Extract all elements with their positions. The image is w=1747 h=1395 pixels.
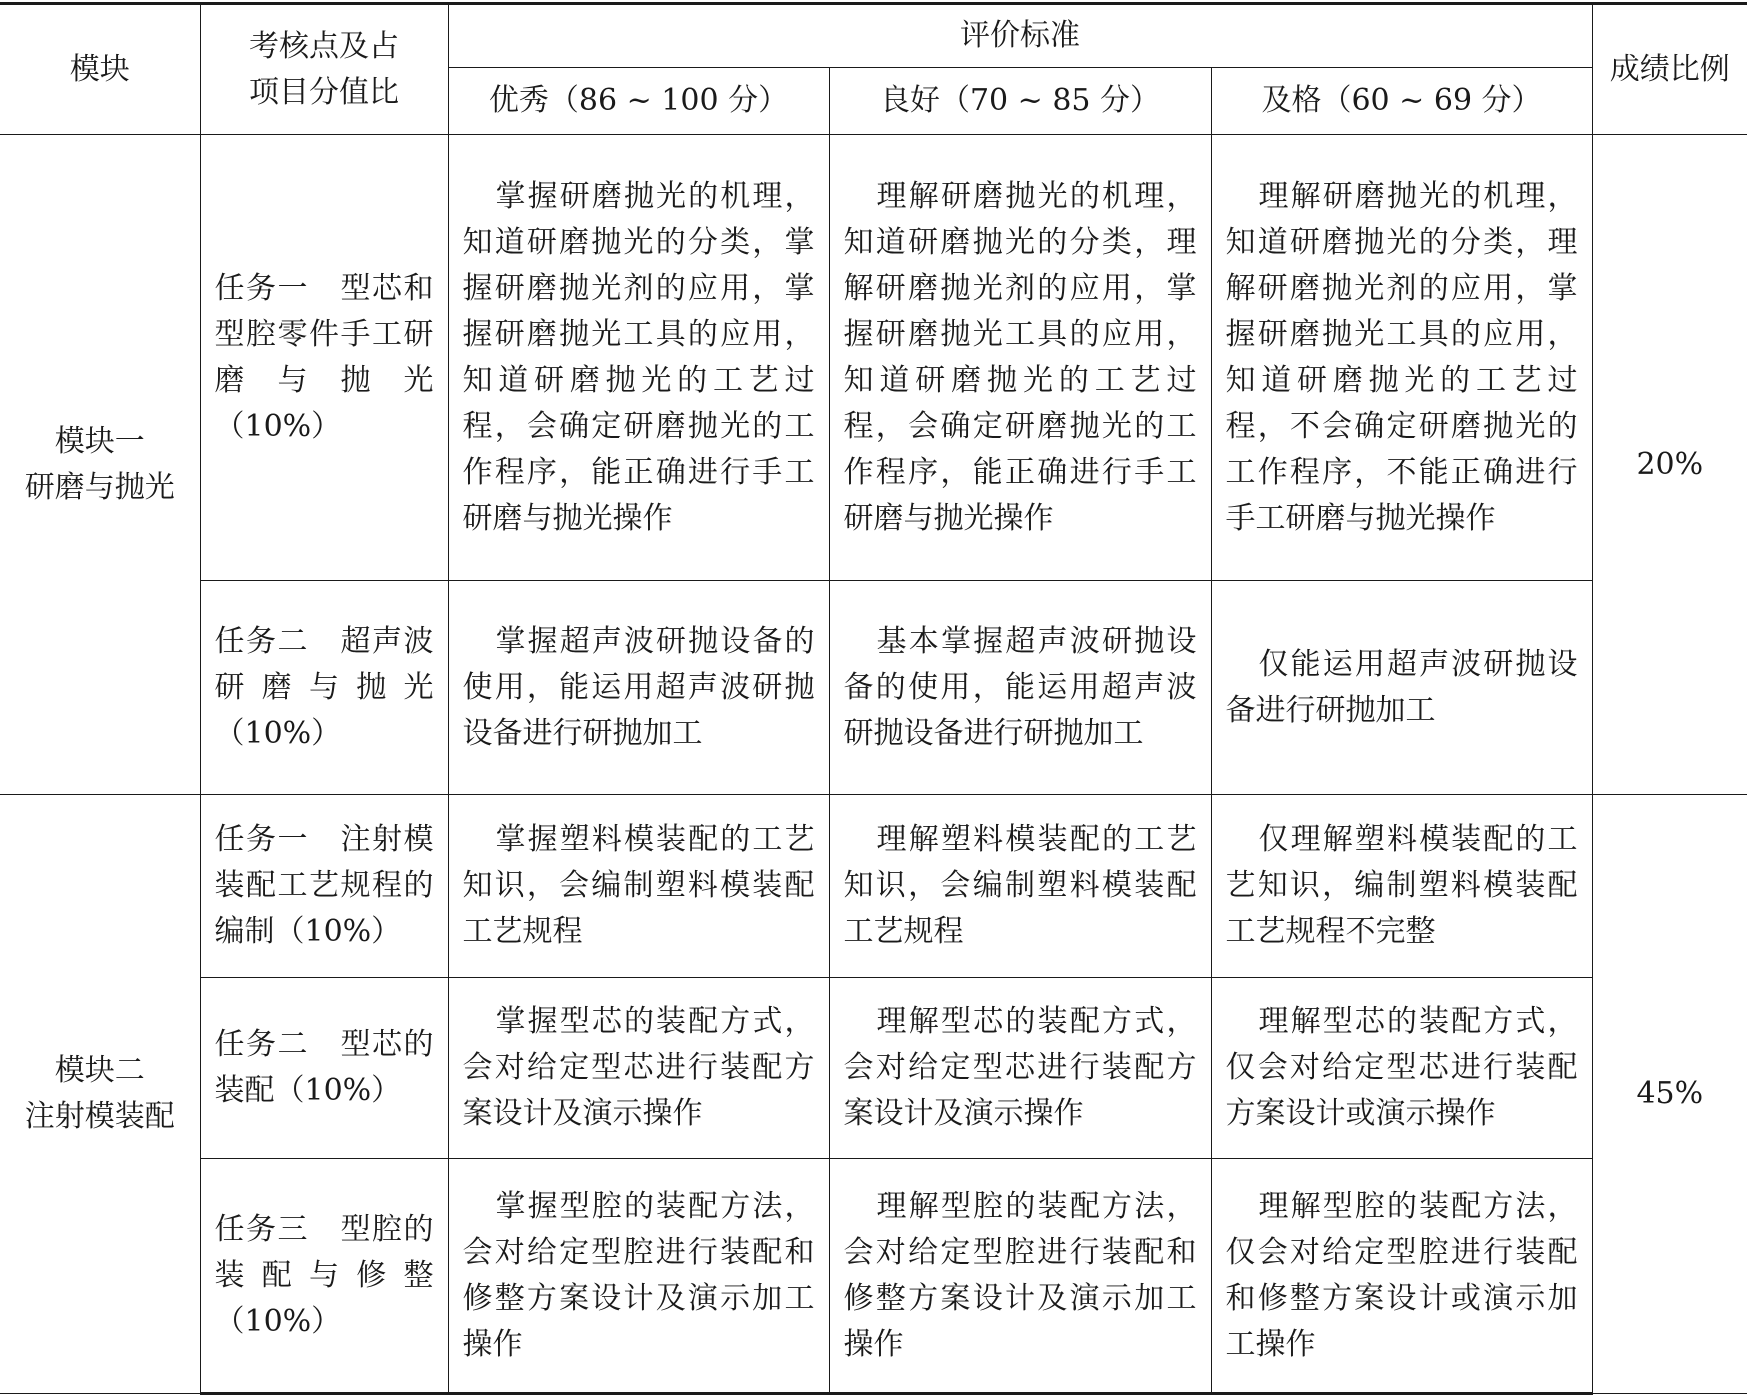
- module-name-line2: 研磨与抛光: [24, 469, 175, 505]
- criteria-excellent: 掌握塑料模装配的工艺知识，会编制塑料模装配工艺规程: [448, 795, 829, 978]
- criteria-excellent: 掌握超声波研抛设备的使用，能运用超声波研抛设备进行研抛加工: [448, 581, 829, 795]
- criteria-pass: 仅理解塑料模装配的工艺知识，编制塑料模装配工艺规程不完整: [1211, 795, 1592, 978]
- header-row-1: [0, 4, 1747, 68]
- criteria-good: 理解塑料模装配的工艺知识，会编制塑料模装配工艺规程: [829, 795, 1211, 978]
- criteria-good: 理解型腔的装配方法，会对给定型腔进行装配和修整方案设计及演示加工操作: [829, 1159, 1211, 1394]
- criteria-good: 基本掌握超声波研抛设备的使用，能运用超声波研抛设备进行研抛加工: [829, 581, 1211, 795]
- header-excellent: 优秀（86 ~ 100 分）: [448, 68, 829, 135]
- module-name-line1: 模块一: [54, 423, 145, 459]
- header-good: 良好（70 ~ 85 分）: [829, 68, 1211, 135]
- table-row: [0, 581, 1747, 795]
- module-ratio: 20%: [1592, 135, 1747, 795]
- table-row: [0, 978, 1747, 1159]
- criteria-good: 理解研磨抛光的机理，知道研磨抛光的分类，理解研磨抛光剂的应用，掌握研磨抛光工具的应用，知道研磨抛光的工艺过程，会确定研磨抛光的工作程序，能正确进行手工研磨与抛光操作: [829, 135, 1211, 581]
- criteria-excellent: 掌握型芯的装配方式，会对给定型芯进行装配方案设计及演示操作: [448, 978, 829, 1159]
- header-assessment-point: 考核点及占项目分值比: [200, 4, 448, 135]
- module-name-line2: 注射模装配: [24, 1099, 175, 1134]
- header-pass: 及格（60 ~ 69 分）: [1211, 68, 1592, 135]
- criteria-pass: 仅能运用超声波研抛设备进行研抛加工: [1211, 581, 1592, 795]
- task-cell: 任务一 注射模装配工艺规程的编制（10%）: [200, 795, 448, 978]
- criteria-excellent: 掌握型腔的装配方法，会对给定型腔进行装配和修整方案设计及演示加工操作: [448, 1159, 829, 1394]
- table-row: [0, 135, 1747, 581]
- table-row: [0, 1159, 1747, 1394]
- criteria-pass: 理解型腔的装配方法，仅会对给定型腔进行装配和修整方案设计或演示加工操作: [1211, 1159, 1592, 1394]
- criteria-pass: 理解研磨抛光的机理，知道研磨抛光的分类，理解研磨抛光剂的应用，掌握研磨抛光工具的应用，知道研磨抛光的工艺过程，不会确定研磨抛光的工作程序，不能正确进行手工研磨与抛光操作: [1211, 135, 1592, 581]
- evaluation-table: [0, 2, 1747, 1395]
- task-cell: 任务一 型芯和型腔零件手工研磨与抛光（10%）: [200, 135, 448, 581]
- criteria-good: 理解型芯的装配方式，会对给定型芯进行装配方案设计及演示操作: [829, 978, 1211, 1159]
- criteria-excellent: 掌握研磨抛光的机理，知道研磨抛光的分类，掌握研磨抛光剂的应用，掌握研磨抛光工具的应用，知道研磨抛光的工艺过程，会确定研磨抛光的工作程序，能正确进行手工研磨与抛光操作: [448, 135, 829, 581]
- module-ratio: 45%: [1592, 795, 1747, 1394]
- task-cell: 任务三 型腔的装配与修整（10%）: [200, 1159, 448, 1394]
- module-name-line1: 模块二: [54, 1053, 145, 1088]
- module-name: [0, 135, 200, 795]
- criteria-pass: 理解型芯的装配方式，仅会对给定型芯进行装配方案设计或演示操作: [1211, 978, 1592, 1159]
- task-cell: 任务二 型芯的装配（10%）: [200, 978, 448, 1159]
- table-row: [0, 795, 1747, 978]
- header-criteria: 评价标准: [448, 4, 1592, 68]
- module-name: [0, 795, 200, 1394]
- header-ratio: 成绩比例: [1592, 4, 1747, 135]
- header-module: 模块: [0, 4, 200, 135]
- task-cell: 任务二 超声波研磨与抛光（10%）: [200, 581, 448, 795]
